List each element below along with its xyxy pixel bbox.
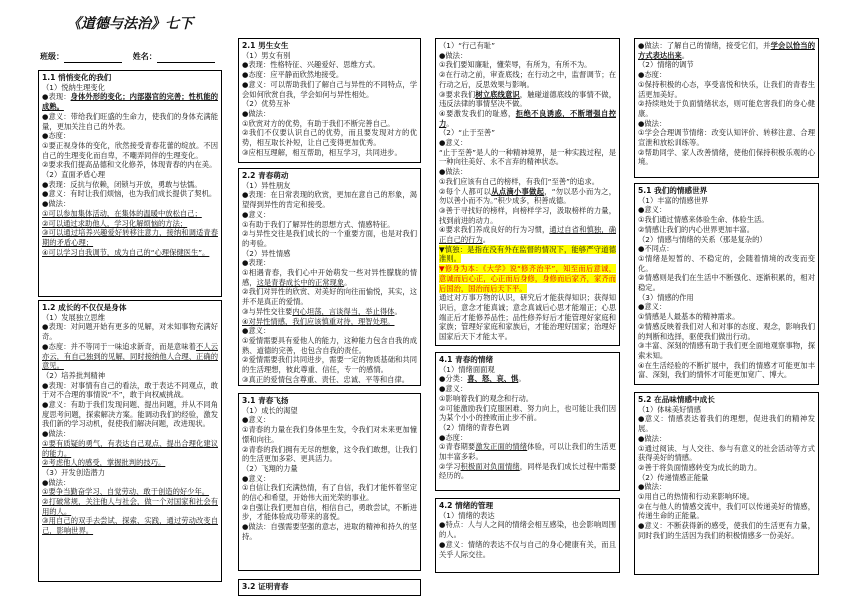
- text-run: ③要求我们: [439, 89, 476, 99]
- text-run: 学会以恰当的方式表达出来: [638, 41, 815, 60]
- text-run: 从点滴小事做起: [491, 186, 545, 196]
- paragraph: ●表现：: [242, 258, 271, 268]
- paragraph: ●意义：情绪的表达不仅与自己的身心健康有关，而且关乎人际交往。: [439, 539, 616, 559]
- paragraph: （1）成长的渴望: [242, 405, 298, 415]
- section-4-2-box: [435, 498, 620, 573]
- paragraph: [242, 307, 417, 317]
- paragraph: （2）优势互补: [242, 99, 291, 109]
- paragraph: ①用自己的热情和行动来影响环境。: [638, 492, 754, 502]
- paragraph: ②我们不仅要认识自己的优势，而且要发现对方的优势，相互取长补短，让自己变得更加优秀。: [242, 128, 417, 148]
- text-run: 内心坦荡，言谈得当，举止得体: [292, 306, 395, 316]
- text-run: ●态度：并不等同于一味追求新奇，而是意味着: [42, 341, 196, 351]
- paragraph: [42, 458, 218, 468]
- paragraph: ①有助于我们了解异性的思想方式、情感特征。: [242, 219, 395, 229]
- text-run: 拒绝不良诱惑，不断增强自控力: [439, 108, 617, 128]
- paragraph: ②在与他人的情感交流中，我们可以传递美好的情感，传递生命的正能量。: [638, 501, 815, 521]
- paragraph: ●意义：: [439, 384, 468, 394]
- section-4-1-box: [435, 352, 620, 491]
- text-run: ②考虑他人的感受，掌握批判的技巧。: [42, 458, 166, 468]
- paragraph: [42, 248, 218, 258]
- paragraph: ●意义：有时让我们烦恼，也为我们成长提供了契机。: [42, 189, 217, 199]
- student-info-line: [40, 51, 224, 63]
- paragraph: [42, 209, 218, 219]
- paragraph: [42, 219, 218, 229]
- text-run: ，触碰道德底线的事情不做，违反法律的事情坚决不做。: [439, 89, 617, 109]
- paragraph: [42, 487, 218, 497]
- section-2-1-box: [238, 38, 421, 163]
- text-run: 树立底线意识: [475, 89, 520, 99]
- section-3-2-box: [238, 579, 421, 596]
- paragraph: （1）丰富的情感世界: [638, 195, 709, 205]
- text-run: ，“勿以恶小而为之，勿以善小而不为。”积少成多，积善成德。: [439, 186, 617, 206]
- paragraph: （1）异性朋友: [242, 180, 291, 190]
- paragraph: ①通过阅读、与人交往、参与有意义的社会活动等方式获得美好的情感。: [638, 443, 815, 463]
- paragraph: ②可能激励我们克服困难、努力向上，也可能让我们因为某个小小的挫败而止步不前。: [439, 403, 616, 423]
- paragraph: [42, 439, 218, 458]
- paragraph: [439, 264, 616, 293]
- paragraph: （1）体味美好情感: [638, 404, 702, 414]
- section-1-1-box: [38, 70, 222, 297]
- name-label: 姓名：: [132, 52, 157, 61]
- text-run: 喜、怒、哀、惧: [467, 374, 519, 384]
- text-run: 这是青春成长中的正常现象: [256, 277, 345, 287]
- text-run: 。: [446, 118, 454, 128]
- paragraph: ●意义：带给我们旺盛的生命力，使我们的身体充满能量，更加关注自己的外表。: [42, 111, 218, 131]
- paragraph: ●不同点：: [638, 244, 674, 254]
- text-run: ③与异性交往要: [242, 306, 293, 316]
- paragraph: ①青春的力量在我们身体里生发，令我们对未来更加憧憬和向往。: [242, 425, 417, 444]
- paragraph: ②情感反映着我们对人和对事的态度、观念，影响我们的判断和选择，驱使我们做出行动。: [638, 321, 815, 341]
- paragraph: [42, 516, 218, 535]
- paragraph: （2）情绪的调节: [638, 60, 694, 70]
- text-run: 。: [681, 50, 690, 60]
- section-title: 4.1 青春的情绪: [439, 355, 494, 364]
- paragraph: [439, 374, 616, 384]
- paragraph: ●特点：人与人之间的情绪会相互感染，也会影响周围的人。: [439, 520, 616, 540]
- paragraph: ●意义：: [242, 209, 271, 219]
- paragraph: ②善于将负面情感转变为成长的助力。: [638, 462, 762, 472]
- paragraph: [439, 109, 616, 128]
- paragraph: ②在行动之前，审查底线；在行动之中，监督调节；在行动之后，反思效果与影响。: [439, 70, 616, 89]
- paragraph: ●态度：: [638, 70, 667, 80]
- text-run: ①要争当勤奋学习、自觉劳动、敢于创造的好少年。: [42, 487, 210, 497]
- text-run: ▼修身为本：《大学》说“修齐治平”，知至而后意诚，意诚而后心正，心正而后身修，身修而后家齐，家齐而后国治，国治而后天下平。: [439, 264, 616, 293]
- section-4-2-content-box: [634, 38, 819, 178]
- paragraph: ②情感让我们的内心世界更加丰富。: [638, 224, 754, 234]
- section-title: 2.2 青春萌动: [242, 171, 289, 180]
- paragraph: [439, 187, 616, 206]
- paragraph: ①影响着我们的观念和行动。: [439, 393, 534, 403]
- paragraph: ●态度：: [439, 432, 468, 442]
- text-run: 通过自省和慎独，确正自己的行为: [439, 225, 617, 245]
- section-2-2-box: [238, 168, 421, 386]
- paragraph: ●表现：对事情有自己的看法，敢于表达不同观点，敢于对不合理的事情说“不”，敢于向权威挑战。: [42, 380, 218, 400]
- text-run: ④要激发我们的耻感，: [439, 108, 516, 118]
- paragraph: ●做法：: [42, 477, 71, 487]
- paragraph: （2）异性情感: [242, 248, 291, 258]
- paragraph: [638, 41, 815, 60]
- paragraph: ②持续地处于负面情绪状态，则可能危害我们的身心健康。: [638, 99, 815, 118]
- paragraph: ●态度：: [42, 131, 71, 141]
- paragraph: （1）悦纳生理变化: [42, 82, 106, 92]
- paragraph: ●表现：性格特征、兴趣爱好、思维方式。: [242, 60, 380, 70]
- paragraph: ●意义：情感表达着我们的理想，促进我们的精神发展。: [638, 414, 815, 434]
- paragraph: （1）情绪面面观: [439, 364, 495, 374]
- text-run: ④可以学习自我调节，成为自己的“心理保健医生”。: [42, 247, 210, 257]
- paragraph: ①我们要知廉耻，懂荣辱，有所为，有所不为。: [439, 60, 592, 70]
- paragraph: ●做法：: [42, 429, 71, 439]
- paragraph: [439, 462, 616, 481]
- paragraph: ●做法：自强需要坚强的意志，进取的精神和持久的坚持。: [242, 522, 417, 541]
- paragraph: ①保持积极的心态，享受喜悦和快乐，让我们的青春生活更加美好。: [638, 79, 815, 99]
- paragraph: ●意义：: [242, 415, 271, 425]
- text-run: ③用自己的双手去尝试、探索、实践，通过劳动改变自己，影响世界。: [42, 516, 218, 536]
- paragraph: ●做法：: [439, 167, 468, 177]
- section-title: 5.1 我们的情感世界: [638, 186, 708, 195]
- section-3-1-box: [238, 393, 421, 571]
- paragraph: （2）培养批判精神: [42, 370, 106, 380]
- text-run: 激发正面的情绪: [475, 442, 528, 452]
- paragraph: ①我们应该有自己的榜样，有我们“至善”的追求。: [439, 176, 600, 186]
- text-run: ●表现：: [42, 92, 71, 102]
- text-run: 。: [344, 277, 352, 287]
- paragraph: ●意义：: [242, 473, 271, 483]
- text-run: ●做法：了解自己的情绪，接受它们，并: [638, 41, 771, 50]
- section-title: 4.2 情绪的管理: [439, 501, 494, 510]
- paragraph: [242, 268, 417, 287]
- paragraph: ●表现：反抗与依赖，闭锁与开放，勇敢与怯懦。: [42, 179, 202, 189]
- paragraph: ②我们对异性的欣赏、对美好的向往而愉悦，其实，这并不是真正的爱情。: [242, 287, 417, 307]
- text-run: ③可以通过培养兴趣爱好转移注意力，接纳和调适青春期的矛盾心理；: [42, 228, 218, 247]
- text-run: ④对异性情感，我们应该慎重对待，理智处理。: [242, 316, 395, 326]
- paragraph: ●做法：: [242, 108, 271, 118]
- text-run: ，同样是我们成长过程中需要经历的。: [439, 461, 617, 481]
- text-run: 。: [518, 374, 526, 384]
- text-run: ①可以参加集体活动，在集体的温暖中放松自己；: [42, 208, 202, 218]
- paragraph: ●意义：不断获得新的感受，使我们的生活更有力量，同时我们的生活因为我们的积极情感多一份美好。: [638, 521, 815, 540]
- name-blank: [157, 53, 215, 63]
- section-5-2-box: [634, 392, 819, 575]
- text-run: ●分类：: [439, 374, 468, 384]
- paragraph: ②要求我们提高品德和文化修养，体现青春的内在美。: [42, 160, 217, 170]
- section-title: 5.2 在品味情感中成长: [638, 395, 715, 404]
- paragraph: ●做法：: [439, 50, 468, 60]
- paragraph: （1）情绪的表达: [439, 510, 495, 520]
- document-title: 《道德与法治》七下: [67, 16, 193, 32]
- section-title: 3.2 证明青春: [242, 582, 289, 591]
- paragraph: ③应相互理解，相互帮助，相互学习，共同进步。: [242, 147, 402, 157]
- section-5-1-box: [634, 183, 819, 385]
- section-title: 3.1 青春飞扬: [242, 396, 289, 405]
- paragraph: [439, 245, 616, 264]
- text-run: 积极面对负面情绪: [460, 461, 520, 471]
- paragraph: ●态度：应平静而欣然地接受。: [242, 70, 344, 80]
- paragraph: （2）传递情感正能量: [638, 472, 709, 482]
- text-run: ▼慎独：是指在没有外在监督的情况下，能够严守道德准则。: [439, 244, 616, 264]
- paragraph: ●意义：: [638, 302, 667, 312]
- paragraph: （3）情感的作用: [638, 292, 694, 302]
- text-run: ②学习: [439, 461, 461, 471]
- paragraph: ●做法：: [638, 433, 667, 443]
- paragraph: （1）男女有别: [242, 50, 291, 60]
- paragraph: ●意义：: [638, 205, 667, 215]
- paragraph: ●表现：对问题开始有更多的见解，对未知事物充满好奇。: [42, 322, 218, 342]
- paragraph: [439, 442, 616, 461]
- paragraph: （2）“止于至善”: [439, 128, 495, 138]
- paragraph: ①情感是人最基本的精神需求。: [638, 312, 740, 322]
- paragraph: ①爱情需要具有爱他人的能力，这种能力包含自我的成熟、道德的完善，也包含自我的责任。: [242, 335, 417, 355]
- paragraph: ●意义：: [439, 138, 468, 148]
- paragraph: ●意义：: [242, 326, 271, 336]
- paragraph: ①情绪是短暂的、不稳定的，会随着情境的改变而变化。: [638, 253, 815, 273]
- paragraph: ②情感则是我们在生活中不断强化、逐渐积累的，相对稳定。: [638, 273, 815, 293]
- text-run: 体验，可以让我们的生活更加丰富多彩。: [439, 442, 617, 462]
- paragraph: [42, 342, 218, 371]
- paragraph: （2）飞翔的力量: [242, 463, 298, 473]
- text-run: 不人云亦云，有自己独到的见解，同时接纳他人合理、正确的意见。: [42, 341, 218, 371]
- paragraph: ●表现：在日常表现的欣赏，更加在意自己的形象，渴望得到异性的肯定和接受。: [242, 190, 417, 210]
- paragraph: ②与异性交往是我们成长的一个重要方面，也是对我们的考验。: [242, 229, 417, 248]
- section-title: 1.1 悄悄变化的我们: [42, 73, 112, 82]
- paragraph: [242, 317, 417, 327]
- paragraph: （1）发展独立思维: [42, 312, 106, 322]
- paragraph: ●意义：可以帮助我们了解自己与异性的不同特点，学会如何欣赏自我，学会如何与异性相处。: [242, 79, 417, 99]
- text-run: 。: [394, 306, 402, 316]
- paragraph: ①学会合理调节情绪：改变认知评价、转移注意、合理宣泄和放松训练等。: [638, 128, 815, 148]
- text-run: 。: [482, 235, 491, 245]
- paragraph: ●意义：有助于我们发现问题、提出问题，并从不同角度思考问题，探索解决方案。能调动我们的经验，激发我们新的学习动机，促使我们解决问题，改进现状。: [42, 400, 218, 429]
- paragraph: ①要正视身体的变化，欣然接受青春花蕾的绽放。不因自己的生理变化而自卑，不嘲弄同伴的生理变化。: [42, 140, 218, 160]
- paragraph: ②青春的我们拥有无尽的想象，这令我们敢想，让我们的生活更加多彩、更具活力。: [242, 444, 417, 464]
- paragraph: [42, 228, 218, 247]
- text-run: 身体外形的变化；内部器官的完善；性机能的成熟。: [42, 92, 218, 112]
- paragraph: “止于至善”是人的一种精神境界，是一种实践过程，是一种向往美好、永不言弃的精神状态。: [439, 147, 616, 167]
- paragraph: 通过对万事万物的认识，研究后才能获得知识；获得知识后，意念才能真诚；意念真诚后心思才能端正；心思端正后才能修养品性；品性修养好后才能管理好家庭和家族；管理好家庭和家族后，才能治理好国家；治理好国家后天下才能太平。: [439, 293, 616, 342]
- paragraph: ③丰富、深刻的情感有助于我们更全面地观察事物，探索未知。: [638, 341, 815, 360]
- class-label: 班级：: [40, 52, 64, 61]
- paragraph: ④在生活经验的不断扩展中，我们的情感才可能更加丰富、深刻，我们的情怀才可能更加宽广、博大。: [638, 360, 815, 380]
- text-run: ①相遇青春，我们心中开始萌发一些对异性朦胧的情感，: [242, 268, 417, 287]
- section-title: 1.2 成长的不仅仅是身体: [42, 303, 127, 312]
- section-3-2-content-box: [435, 38, 620, 346]
- paragraph: ●做法：: [42, 199, 71, 209]
- paragraph: [42, 497, 218, 516]
- paragraph: ②爱情需要我们共同进步，需要一定的物质基础和共同的生活理想，彼此尊重、信任，专一的感情。: [242, 355, 417, 375]
- paragraph: ①自信让我们充满热情，有了自信，我们才能怀着坚定的信心和希望，开始伟大而光荣的事业。: [242, 483, 417, 503]
- paragraph: （3）开发创造潜力: [42, 467, 106, 477]
- text-run: ②可以通过求助他人，学习化解烦恼的方法；: [42, 218, 188, 228]
- text-run: ②打破常规，关注他人与社会，做一个对国家和社会有用的人。: [42, 497, 218, 516]
- paragraph: （2）情感与情绪的关系（那是复杂的）: [638, 234, 767, 244]
- section-1-2-box: [38, 300, 222, 582]
- paragraph: [439, 225, 616, 244]
- paragraph: [42, 92, 218, 111]
- paragraph: ③善于寻找好的榜样，向榜样学习，汲取榜样的力量，找到前进的动力。: [439, 205, 616, 225]
- class-blank: [64, 53, 122, 63]
- paragraph: ②帮助同学、家人改善情绪，使他们保持积极乐观的心境。: [638, 147, 815, 167]
- paragraph: （1）“行己有耻”: [439, 41, 495, 50]
- paragraph: ②自强让我们更加自信，相信自己，勇敢尝试，不断进步，才能体验成功带来的喜悦。: [242, 502, 417, 522]
- paragraph: ①欣赏对方的优势，有助于我们不断完善自己。: [242, 118, 395, 128]
- text-run: ①要有质疑的勇气，有表达自己观点、提出合理化建议的能力。: [42, 438, 218, 458]
- text-run: ②每个人都可以: [439, 186, 492, 196]
- section-title: 2.1 男生女生: [242, 41, 289, 50]
- paragraph: （2）直面矛盾心理: [42, 170, 106, 180]
- paragraph: ●做法：: [638, 118, 667, 128]
- text-run: ④要求我们养成良好的行为习惯，: [439, 225, 550, 235]
- paragraph: ③真正的爱情包含尊重、责任、忠诚、平等和自律。: [242, 374, 410, 384]
- paragraph: （2）情绪的青春色调: [439, 422, 510, 432]
- paragraph: ①我们通过情感来体验生命、体验生活。: [638, 215, 769, 225]
- text-run: ①青春期要: [439, 442, 476, 452]
- paragraph: [439, 90, 616, 109]
- paragraph: ●做法：: [638, 482, 667, 492]
